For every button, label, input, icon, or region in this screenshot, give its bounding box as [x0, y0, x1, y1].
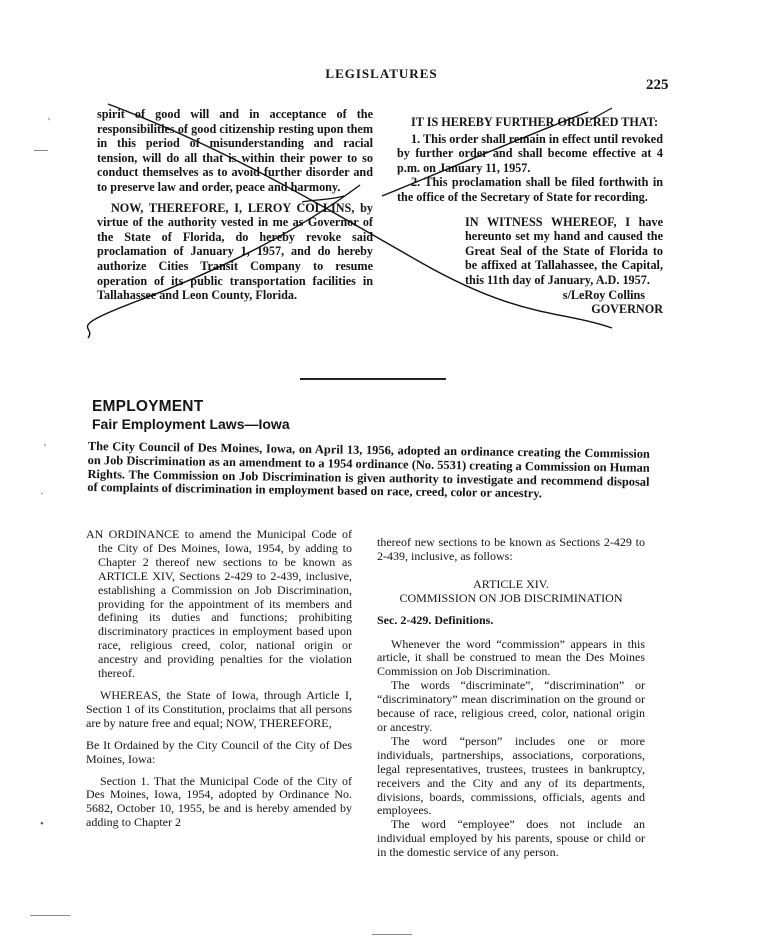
- definition-person: The word “person” includes one or more individuals, partnerships, associations, corporations, legal representatives, trustees, trustees in bankruptcy, receivers and the City and any of its departments, divisions, boards, commissions, officials, agents and employees.: [377, 733, 645, 818]
- signature-title: GOVERNOR: [591, 302, 663, 317]
- article-title: COMMISSION ON JOB DISCRIMINATION: [399, 590, 623, 605]
- section-subtitle: Fair Employment Laws—Iowa: [92, 416, 290, 432]
- further-ordered-heading: IT IS HEREBY FURTHER ORDERED THAT:: [411, 115, 659, 129]
- scan-mark: ·: [40, 488, 44, 500]
- witness-paragraph: IN WITNESS WHEREOF, I have hereunto set my hand and caused the Great Seal of the State of Florida to be affixed at Tallahassee, the Capital, this 11th day of January, A.D. 1957.: [465, 214, 663, 287]
- signature: s/LeRoy Collins: [562, 287, 645, 302]
- order-item-1: 1. This order shall remain in effect until revoked by further order and shall become effective at 4 p.m. on January 11, 1957.: [397, 131, 663, 175]
- running-title: LEGISLATURES: [325, 66, 438, 81]
- section-1-paragraph: Section 1. That the Municipal Code of the City of Des Moines, Iowa, 1954, adopted by Ordinance No. 5682, October 10, 1955, be and is hereby amended by adding to Chapter 2: [86, 773, 352, 830]
- article-number: ARTICLE XIV.: [473, 576, 549, 591]
- definition-employee: The word “employee” does not include an individual employed by his parents, spouse or child or in the domestic service of any person.: [377, 817, 645, 860]
- scan-mark: [30, 915, 70, 916]
- definition-discriminate: The words “discriminate”, “discrimination” or “discriminatory” mean discrimination on the ground or because of race, religious creed, color, national origin or ancestry.: [377, 678, 645, 734]
- ordinance-title-paragraph: AN ORDINANCE to amend the Municipal Code of the City of Des Moines, Iowa, 1954, by adding to Chapter 2 thereof new sections to be known as ARTICLE XIV, Sections 2-429 to 2-439, inclusive, establishing a Commission on Job Discrimination, providing for the appointment of its members and defining its duties and functions; prohibiting discriminatory practices in employment based upon race, religious creed, color, national origin or ancestry and providing penalties for the violation thereof.: [86, 527, 352, 681]
- scan-mark: [372, 934, 412, 935]
- scan-mark: [34, 150, 48, 151]
- top-right-column: [397, 115, 663, 317]
- section-title: EMPLOYMENT: [92, 398, 204, 415]
- page-number: 225: [646, 77, 669, 93]
- sections-continuation: thereof new sections to be known as Sections 2-429 to 2-439, inclusive, as follows:: [377, 535, 645, 563]
- definition-commission: Whenever the word “commission” appears in this article, it shall be construed to mean the Des Moines Commission on Job Discrimination.: [377, 636, 645, 679]
- bottom-left-column: [86, 528, 352, 830]
- paragraph-spirit: spirit of good will and in acceptance of the responsibilities of good citizenship resting upon them in this period of misunderstanding and racial tension, will do all that is within their power to so conduct themselves as to avoid further disorder and to preserve law and order, peace and harmony.: [97, 107, 373, 194]
- bottom-right-column: [377, 536, 645, 860]
- whereas-paragraph: WHEREAS, the State of Iowa, through Article I, Section 1 of its Constitution, proclaims that all persons are by nature free and equal; NOW, THEREFORE,: [86, 687, 352, 730]
- scan-mark: •: [40, 818, 44, 830]
- scan-mark: ': [48, 116, 50, 128]
- section-divider: [300, 378, 446, 380]
- section-summary: The City Council of Des Moines, Iowa, on April 13, 1956, adopted an ordinance creating the Commission on Job Discrimination as an amendment to a 1954 ordinance (No. 5531) creating a Commission on Human Rights. The Commission on Job Discrimination is given authority to investigate and recommend disposal of complaints of discrimination in employment based on race, creed, color or ancestry.: [87, 439, 650, 501]
- top-left-column: [97, 107, 373, 303]
- be-it-ordained-paragraph: Be It Ordained by the City Council of the City of Des Moines, Iowa:: [86, 737, 352, 766]
- order-item-2: 2. This proclamation shall be filed forthwith in the office of the Secretary of State for recording.: [397, 175, 663, 204]
- scan-mark: ': [44, 442, 46, 454]
- definitions-heading: Sec. 2-429. Definitions.: [377, 612, 494, 627]
- paragraph-now-therefore: NOW, THEREFORE, I, LEROY COLLINS, by virtue of the authority vested in me as Governor of the State of Florida, do hereby revoke said proclamation of January 1, 1957, and do hereby authorize Cities Transit Company to resume operation of its public transportation facilities in Tallahassee and Leon County, Florida.: [97, 200, 373, 303]
